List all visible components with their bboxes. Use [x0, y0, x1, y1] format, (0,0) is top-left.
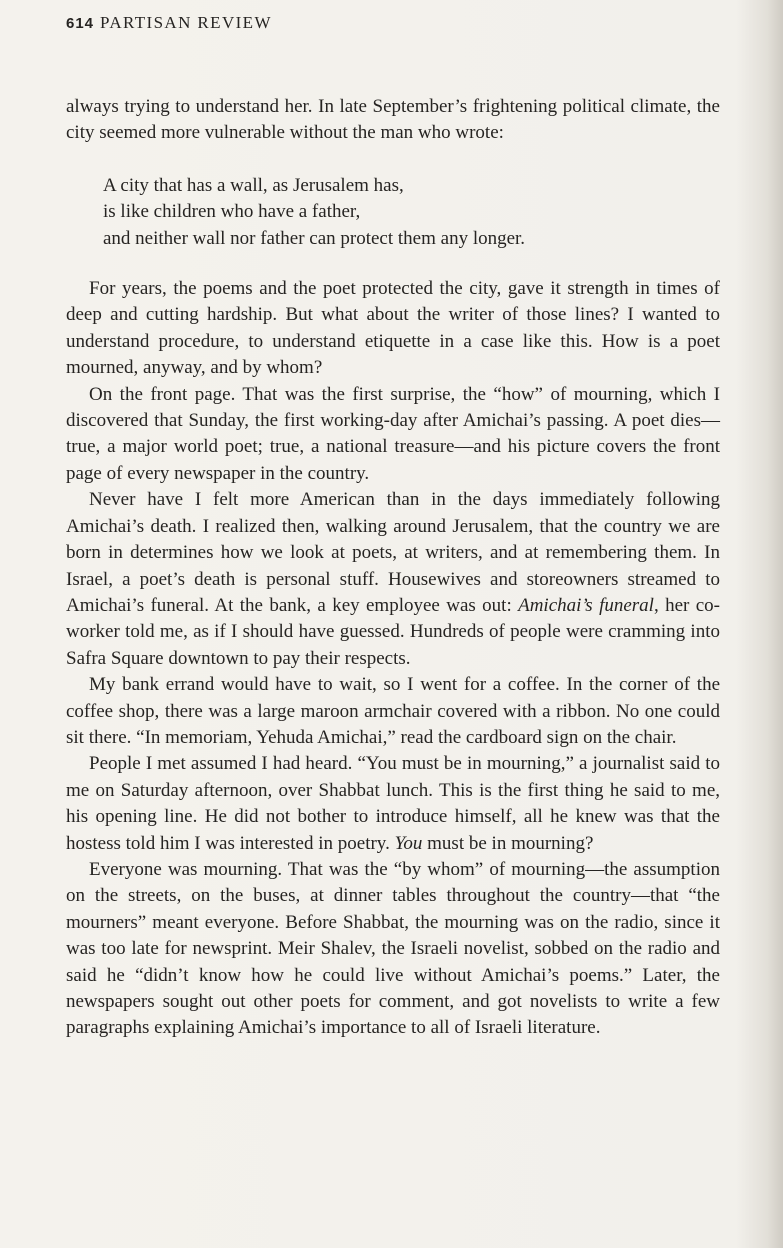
paragraph [66, 751, 720, 857]
paragraph: My bank errand would have to wait, so I went for a coffee. In the corner of the coffee shop, there was a large maroon armchair covered with a ribbon. No one could sit there. “In memoriam, Yehuda Amichai,” read the cardboard sign on the chair. [66, 674, 720, 748]
paragraph: Everyone was mourning. That was the “by whom” of mourning—the assumption on the streets, on the buses, at dinner tables throughout the country—that “the mourners” meant everyone. Before Shabbat, the mourning was on the radio, since it was too late for newsprint. Meir Shalev, the Israeli novelist, sobbed on the radio and said he “didn’t know how he could live without Amichai’s poems.” Later, the newspapers sought out other poets for comment, and got novelists to write a few paragraphs explaining Amichai’s importance to all of Israeli literature. [66, 858, 720, 1039]
verse-line: A city that has a wall, as Jerusalem has, [103, 174, 404, 196]
paragraph: On the front page. That was the first surprise, the “how” of mourning, which I discovered that Sunday, the first working-day after Amichai’s passing. A poet dies—true, a major world poet; true, a national treasure—and his picture covers the front page of every newspaper in the country. [66, 383, 720, 484]
opening-paragraph: always trying to understand her. In late September’s frightening political climate, the city seemed more vulnerable without the man who wrote: [66, 96, 720, 144]
page-number: 614 [66, 15, 95, 32]
article-body [66, 94, 720, 1042]
journal-title: PARTISAN REVIEW [100, 13, 272, 32]
verse-line: is like children who have a father, [103, 201, 361, 223]
quoted-verse [103, 173, 720, 252]
paragraph-text: Never have I felt more American than in the days immediately following Amichai’s death. I realized then, walking around Jerusalem, that the country we are born in determines how we look at poets, at writers, and at remembering them. In Israel, a poet’s death is personal stuff. Housewives and storeowners streamed to Amichai’s funeral. At the bank, a key employee was out: [66, 489, 720, 616]
paragraph-text: , her co-worker told me, as if I should have guessed. Hundreds of people were cramming into Safra Square downtown to pay their respects. [66, 594, 720, 669]
italic-phrase: Amichai’s funeral [518, 594, 654, 616]
verse-line: and neither wall nor father can protect them any longer. [103, 227, 526, 249]
paragraph-text: must be in mourning? [422, 832, 594, 854]
running-header [66, 13, 272, 33]
paragraph-text: People I met assumed I had heard. “You must be in mourning,” a journalist said to me on Saturday afternoon, over Shabbat lunch. This is the first thing he said to me, his opening line. He did not bother to introduce himself, all he knew was that the hostess told him I was interested in poetry. [66, 753, 720, 854]
italic-word: You [394, 832, 423, 854]
paragraph [66, 487, 720, 672]
paragraph: For years, the poems and the poet protected the city, gave it strength in times of deep and cutting hardship. But what about the writer of those lines? I wanted to understand procedure, to understand etiquette in a case like this. How is a poet mourned, anyway, and by whom? [66, 278, 720, 379]
